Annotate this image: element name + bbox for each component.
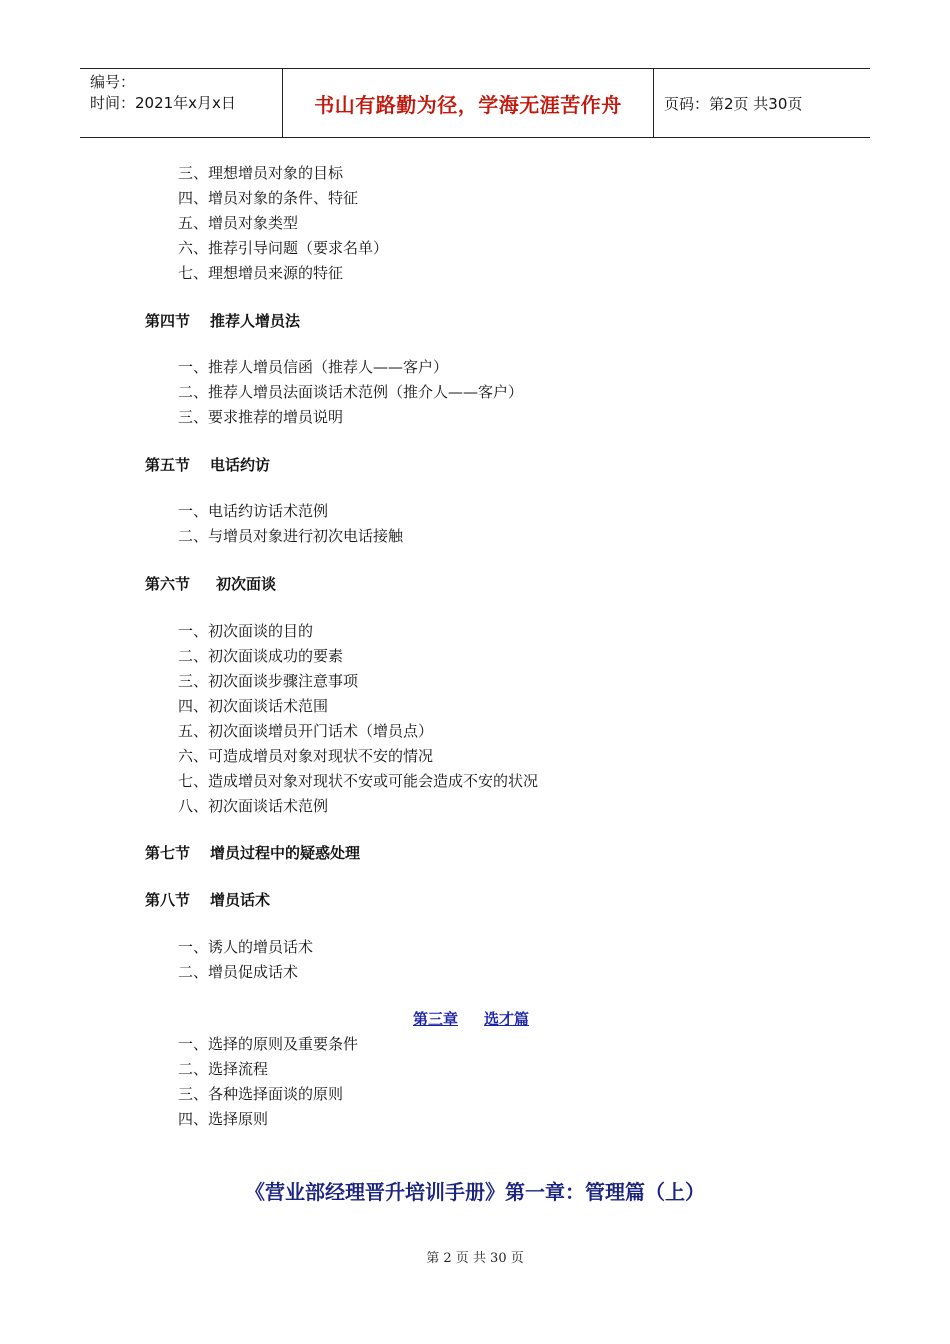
time-label: 时间：2021年x月x日 bbox=[90, 94, 236, 112]
section-number: 第七节 bbox=[145, 844, 191, 862]
header-right-cell bbox=[654, 69, 870, 137]
toc-item: 一、选择的原则及重要条件 bbox=[178, 1035, 359, 1053]
toc-item: 二、推荐人增员法面谈话术范例（推介人——客户） bbox=[178, 383, 524, 401]
chapter-number: 第三章 bbox=[413, 1010, 459, 1028]
toc-item: 一、推荐人增员信函（推荐人——客户） bbox=[178, 358, 449, 376]
toc-item: 六、推荐引导问题（要求名单） bbox=[178, 239, 389, 257]
toc-item: 四、增员对象的条件、特征 bbox=[178, 189, 359, 207]
toc-item: 三、要求推荐的增员说明 bbox=[178, 408, 344, 426]
section-heading bbox=[145, 454, 270, 475]
toc-item: 七、造成增员对象对现状不安或可能会造成不安的状况 bbox=[178, 772, 539, 790]
page-header bbox=[80, 68, 870, 138]
toc-item: 四、选择原则 bbox=[178, 1110, 269, 1128]
toc-item: 二、增员促成话术 bbox=[178, 963, 299, 981]
toc-item: 一、诱人的增员话术 bbox=[178, 938, 314, 956]
toc-item: 七、理想增员来源的特征 bbox=[178, 264, 344, 282]
toc-item: 一、初次面谈的目的 bbox=[178, 622, 314, 640]
toc-item: 三、初次面谈步骤注意事项 bbox=[178, 672, 359, 690]
toc-item: 六、可造成增员对象对现状不安的情况 bbox=[178, 747, 434, 765]
number-label: 编号： bbox=[90, 73, 136, 91]
chapter-title: 选才篇 bbox=[484, 1010, 530, 1028]
toc-item: 二、选择流程 bbox=[178, 1060, 269, 1078]
document-title: 《营业部经理晋升培训手册》第一章：管理篇（上） bbox=[245, 1180, 705, 1204]
page-footer: 第 2 页 共 30 页 bbox=[426, 1251, 524, 1266]
header-left-cell bbox=[80, 69, 282, 137]
section-heading bbox=[145, 889, 270, 910]
toc-item: 三、各种选择面谈的原则 bbox=[178, 1085, 344, 1103]
section-title: 初次面谈 bbox=[216, 575, 277, 593]
section-title: 增员过程中的疑惑处理 bbox=[210, 844, 361, 862]
toc-item: 二、初次面谈成功的要素 bbox=[178, 647, 344, 665]
toc-item: 四、初次面谈话术范围 bbox=[178, 697, 329, 715]
toc-item: 二、与增员对象进行初次电话接触 bbox=[178, 527, 404, 545]
page-info: 页码：第2页 共30页 bbox=[664, 94, 803, 113]
toc-item: 三、理想增员对象的目标 bbox=[178, 164, 344, 182]
toc-item: 五、初次面谈增员开门话术（增员点） bbox=[178, 722, 434, 740]
motto: 书山有路勤为径，学海无涯苦作舟 bbox=[314, 92, 622, 117]
toc-item: 八、初次面谈话术范例 bbox=[178, 797, 329, 815]
section-title: 电话约访 bbox=[210, 456, 271, 474]
section-heading bbox=[145, 310, 300, 331]
chapter-heading-link[interactable] bbox=[413, 1008, 529, 1029]
section-number: 第六节 bbox=[145, 575, 191, 593]
section-number: 第八节 bbox=[145, 891, 191, 909]
section-title: 推荐人增员法 bbox=[210, 312, 301, 330]
toc-item: 五、增员对象类型 bbox=[178, 214, 299, 232]
header-motto-cell bbox=[282, 69, 654, 137]
toc-item: 一、电话约访话术范例 bbox=[178, 502, 329, 520]
section-number: 第五节 bbox=[145, 456, 191, 474]
section-heading bbox=[145, 842, 360, 863]
section-title: 增员话术 bbox=[210, 891, 271, 909]
section-heading bbox=[145, 573, 276, 594]
section-number: 第四节 bbox=[145, 312, 191, 330]
